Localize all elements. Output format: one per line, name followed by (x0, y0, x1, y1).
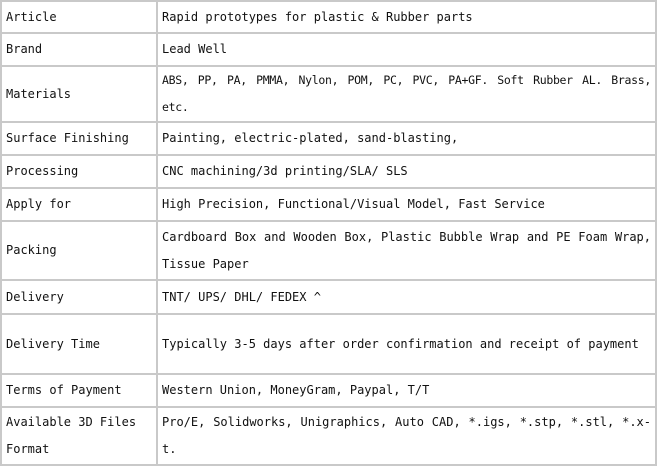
row-label-3d-file-formats: Available 3D Files Format (1, 407, 157, 465)
table-row (1, 33, 656, 66)
row-value-delivery-time: Typically 3-5 days after order confirmation and receipt of payment (157, 314, 656, 374)
row-label-surface-finishing: Surface Finishing (1, 122, 157, 155)
table-row (1, 407, 656, 465)
row-value-terms-of-payment: Western Union, MoneyGram, Paypal, T/T (157, 374, 656, 407)
table-row (1, 280, 656, 314)
row-label-packing: Packing (1, 221, 157, 280)
table-row (1, 374, 656, 407)
row-value-packing: Cardboard Box and Wooden Box, Plastic Bubble Wrap and PE Foam Wrap, Tissue Paper (157, 221, 656, 280)
row-label-apply-for: Apply for (1, 188, 157, 221)
row-label-materials: Materials (1, 66, 157, 122)
row-value-brand: Lead Well (157, 33, 656, 66)
row-label-delivery-time: Delivery Time (1, 314, 157, 374)
row-value-article: Rapid prototypes for plastic & Rubber parts (157, 1, 656, 33)
table-row (1, 1, 656, 33)
row-label-processing: Processing (1, 155, 157, 188)
table-row (1, 66, 656, 122)
row-label-article: Article (1, 1, 157, 33)
table-row (1, 122, 656, 155)
row-value-delivery: TNT/ UPS/ DHL/ FEDEX ^ (157, 280, 656, 314)
row-value-surface-finishing: Painting, electric-plated, sand-blasting, (157, 122, 656, 155)
table-row (1, 155, 656, 188)
row-value-materials: ABS, PP, PA, PMMA, Nylon, POM, PC, PVC, PA+GF. Soft Rubber AL. Brass, etc. (157, 66, 656, 122)
row-label-brand: Brand (1, 33, 157, 66)
table-row (1, 314, 656, 374)
table-row (1, 221, 656, 280)
row-value-apply-for: High Precision, Functional/Visual Model, Fast Service (157, 188, 656, 221)
row-label-delivery: Delivery (1, 280, 157, 314)
row-value-3d-file-formats: Pro/E, Solidworks, Unigraphics, Auto CAD, *.igs, *.stp, *.stl, *.x-t. (157, 407, 656, 465)
row-value-processing: CNC machining/3d printing/SLA/ SLS (157, 155, 656, 188)
table-row (1, 188, 656, 221)
row-label-terms-of-payment: Terms of Payment (1, 374, 157, 407)
